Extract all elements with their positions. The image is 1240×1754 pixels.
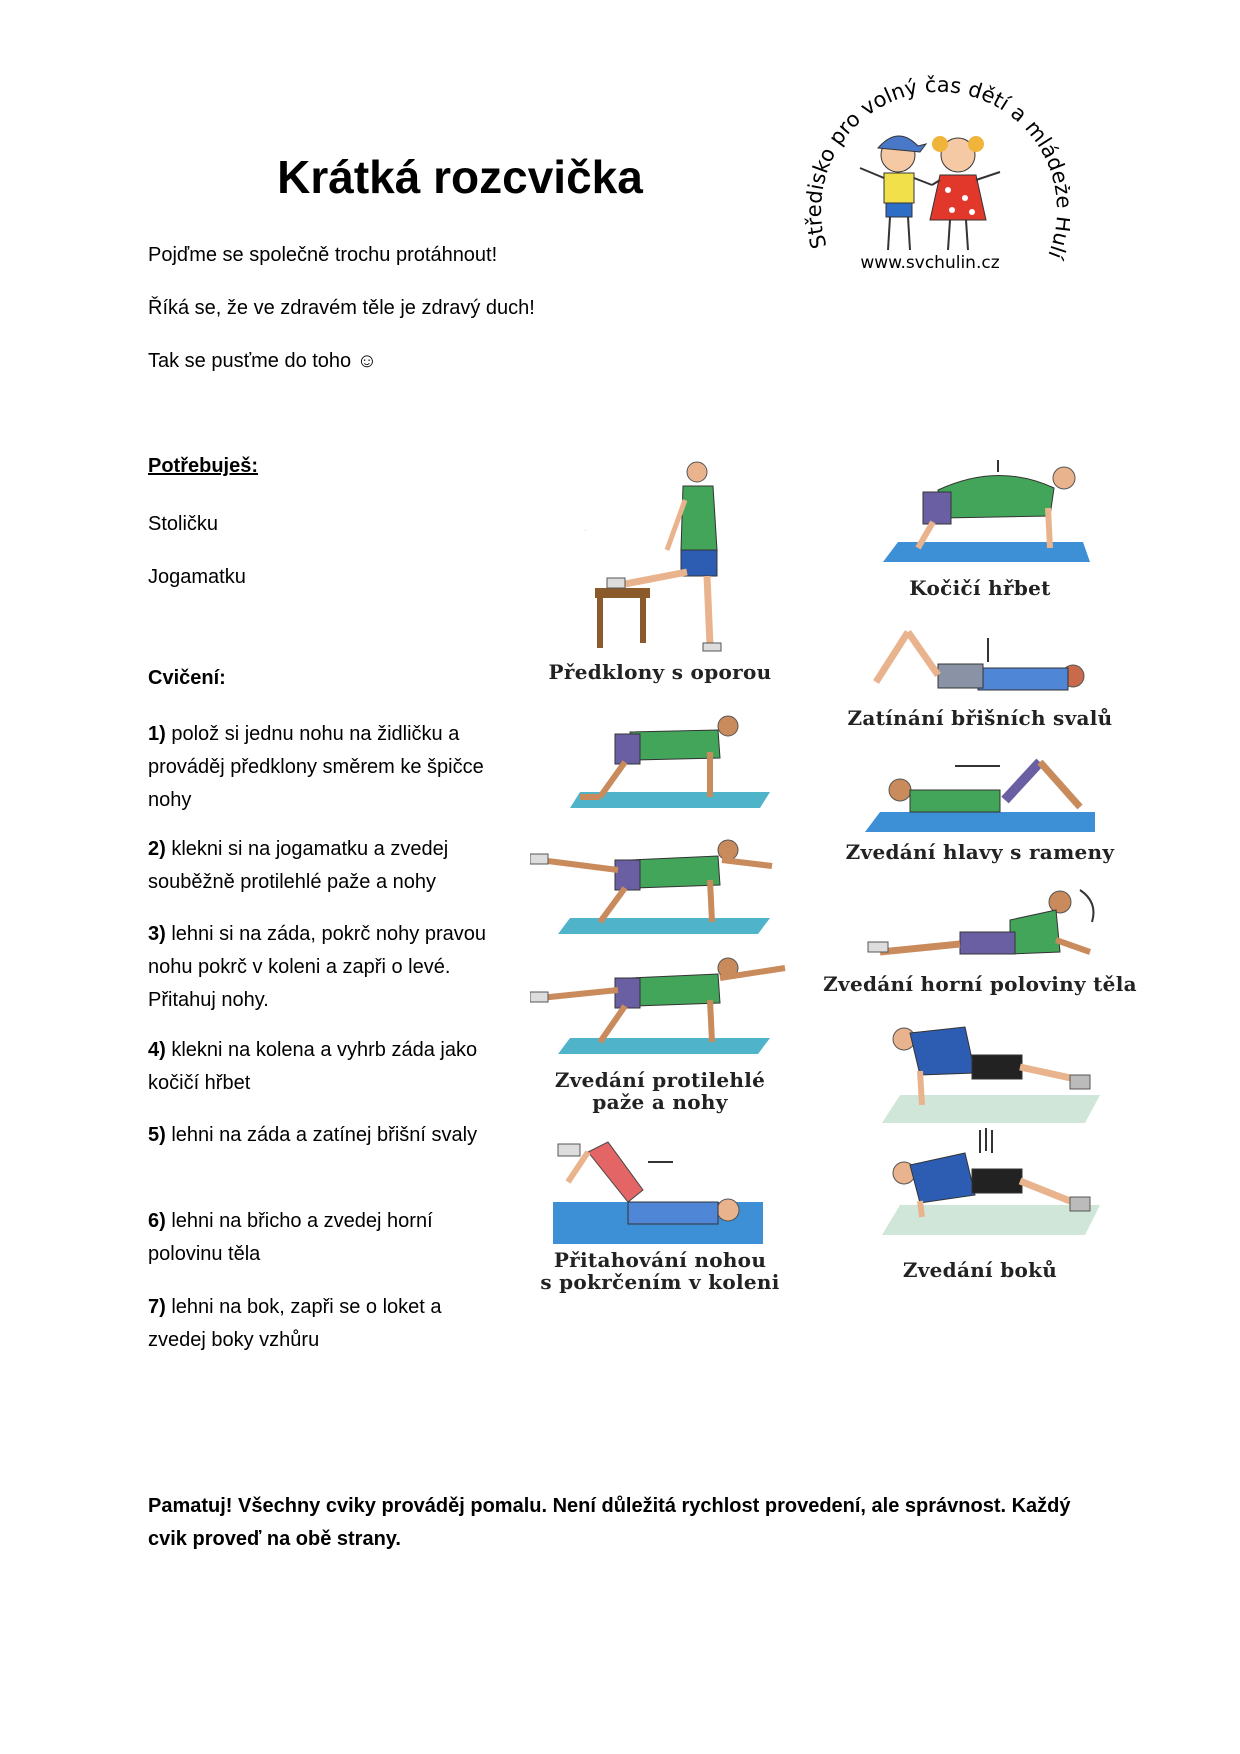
illustration-leg-pull (548, 1132, 768, 1247)
exercise-text: lehni na břicho a zvedej horní polovinu těla (148, 1210, 433, 1265)
exercise-number: 4) (148, 1039, 166, 1061)
exercise-item-7 (148, 1291, 488, 1357)
page-title: Krátká rozcvička (277, 151, 643, 203)
footer-reminder: Pamatuj! Všechny cviky prováděj pomalu. Není důležitá rychlost provedení, ale správnost. Každý cvik proveď na obě strany. (148, 1495, 1071, 1550)
exercise-text: polož si jednu nohu na židličku a prováděj předklony směrem ke špičce nohy (148, 723, 484, 811)
girl-figure (930, 136, 1000, 250)
exercise-number: 5) (148, 1124, 166, 1146)
needs-heading: Potřebuješ: (148, 455, 259, 477)
boy-figure (860, 136, 932, 250)
exercise-text: lehni na bok, zapři se o loket a zvedej boky vzhůru (148, 1296, 442, 1351)
exercise-text: klekni si na jogamatku a zvedej souběžně protilehlé paže a nohy (148, 838, 449, 893)
illustration-arm-leg-raise-2 (530, 950, 790, 1060)
intro-line-1: Pojďme se společně trochu protáhnout! (148, 244, 498, 266)
needs-item-chair: Stoličku (148, 513, 219, 535)
exercise-number: 1) (148, 723, 166, 745)
intro-line-2: Říká se, že ve zdravém těle je zdravý duch! (148, 297, 535, 319)
exercises-heading: Cvičení: (148, 667, 226, 689)
exercise-item-3 (148, 918, 488, 1017)
caption-hip-raise: Zvedání boků (902, 1258, 1058, 1282)
exercise-item-6 (148, 1205, 488, 1271)
illustration-quadruped (560, 712, 775, 812)
exercise-item-1 (148, 718, 488, 817)
needs-item-mat: Jogamatku (148, 566, 246, 588)
exercise-item-4 (148, 1034, 488, 1100)
exercise-item-5 (148, 1119, 488, 1152)
exercise-text: klekni na kolena a vyhrb záda jako kočičí hřbet (148, 1039, 478, 1094)
caption-opposite-raise-2: paže a nohy (592, 1090, 728, 1114)
caption-cat-back: Kočičí hřbet (909, 576, 1051, 600)
logo-arc-text: Středisko pro volný čas dětí a mlád lí (801, 72, 1070, 263)
illustration-forward-bend (585, 460, 735, 660)
exercise-number: 3) (148, 923, 166, 945)
illustration-arm-leg-raise-1 (530, 830, 780, 940)
exercise-item-2 (148, 833, 488, 899)
caption-opposite-raise-1: Zvedání protilehlé (554, 1068, 766, 1092)
exercise-text: lehni si na záda, pokrč nohy pravou nohu pokrč v koleni a zapři o levé. Přitahuj nohy. (148, 923, 486, 1011)
intro-line-3: Tak se pusťme do toho ☺ (148, 350, 378, 372)
caption-forward-bend: Předklony s oporou (548, 660, 772, 684)
exercise-number: 2) (148, 838, 166, 860)
caption-leg-pull-2: s pokrčením v koleni (540, 1270, 780, 1294)
caption-upper-body-raise: Zvedání horní poloviny těla (823, 972, 1137, 996)
caption-abs-tension: Zatínání břišních svalů (847, 706, 1113, 730)
illustration-upper-body-raise (860, 880, 1100, 970)
caption-head-shoulder-raise: Zvedání hlavy s rameny (845, 840, 1115, 864)
organization-logo (790, 60, 1070, 290)
exercise-number: 6) (148, 1210, 166, 1232)
exercise-number: 7) (148, 1296, 166, 1318)
caption-leg-pull-1: Přitahování nohou (553, 1248, 767, 1272)
illustration-cat-back (878, 460, 1098, 570)
illustration-abs-tension (868, 620, 1088, 705)
logo-url: www.svchulin.cz (860, 253, 1000, 273)
illustration-side-lying (880, 1025, 1100, 1125)
illustration-head-shoulder-raise (860, 752, 1100, 837)
exercise-text: lehni na záda a zatínej břišní svaly (165, 1124, 478, 1146)
illustration-side-plank (880, 1125, 1100, 1240)
